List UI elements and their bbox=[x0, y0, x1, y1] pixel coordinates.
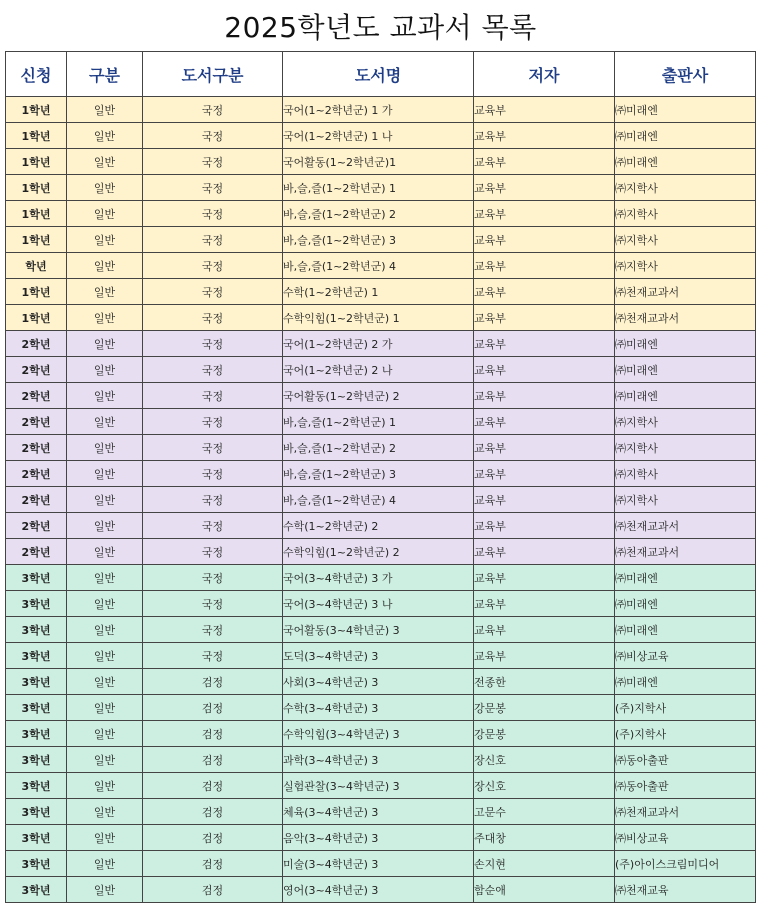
apply-cell: 2학년 bbox=[6, 409, 67, 435]
author-cell: 교육부 bbox=[474, 253, 615, 279]
author-cell: 함순애 bbox=[474, 877, 615, 903]
book-name-cell: 음악(3~4학년군) 3 bbox=[283, 825, 474, 851]
book-type-cell: 국정 bbox=[143, 175, 283, 201]
apply-cell: 1학년 bbox=[6, 201, 67, 227]
table-row bbox=[6, 487, 756, 513]
table-row bbox=[6, 825, 756, 851]
table-row bbox=[6, 253, 756, 279]
author-cell: 교육부 bbox=[474, 435, 615, 461]
book-name-cell: 국어활동(1~2학년군)1 bbox=[283, 149, 474, 175]
apply-cell: 3학년 bbox=[6, 747, 67, 773]
division-cell: 일반 bbox=[67, 851, 143, 877]
division-cell: 일반 bbox=[67, 123, 143, 149]
publisher-cell: ㈜미래엔 bbox=[615, 669, 756, 695]
column-header-apply: 신청 bbox=[6, 52, 67, 97]
apply-cell: 3학년 bbox=[6, 773, 67, 799]
book-type-cell: 검정 bbox=[143, 669, 283, 695]
book-name-cell: 국어(1~2학년군) 2 나 bbox=[283, 357, 474, 383]
publisher-cell: ㈜천재교육 bbox=[615, 877, 756, 903]
author-cell: 교육부 bbox=[474, 539, 615, 565]
apply-cell: 2학년 bbox=[6, 331, 67, 357]
author-cell: 교육부 bbox=[474, 461, 615, 487]
division-cell: 일반 bbox=[67, 695, 143, 721]
apply-cell: 2학년 bbox=[6, 461, 67, 487]
book-name-cell: 국어(1~2학년군) 1 나 bbox=[283, 123, 474, 149]
book-type-cell: 국정 bbox=[143, 513, 283, 539]
book-name-cell: 국어(1~2학년군) 2 가 bbox=[283, 331, 474, 357]
division-cell: 일반 bbox=[67, 227, 143, 253]
apply-cell: 3학년 bbox=[6, 617, 67, 643]
publisher-cell: ㈜미래엔 bbox=[615, 591, 756, 617]
book-type-cell: 검정 bbox=[143, 721, 283, 747]
author-cell: 교육부 bbox=[474, 383, 615, 409]
division-cell: 일반 bbox=[67, 513, 143, 539]
apply-cell: 1학년 bbox=[6, 149, 67, 175]
division-cell: 일반 bbox=[67, 643, 143, 669]
author-cell: 교육부 bbox=[474, 123, 615, 149]
book-name-cell: 국어(1~2학년군) 1 가 bbox=[283, 97, 474, 123]
author-cell: 교육부 bbox=[474, 305, 615, 331]
table-row bbox=[6, 435, 756, 461]
author-cell: 교육부 bbox=[474, 513, 615, 539]
book-name-cell: 실험관찰(3~4학년군) 3 bbox=[283, 773, 474, 799]
publisher-cell: ㈜미래엔 bbox=[615, 149, 756, 175]
table-row bbox=[6, 851, 756, 877]
book-name-cell: 수학(1~2학년군) 2 bbox=[283, 513, 474, 539]
book-name-cell: 국어(3~4학년군) 3 나 bbox=[283, 591, 474, 617]
publisher-cell: ㈜지학사 bbox=[615, 253, 756, 279]
apply-cell: 3학년 bbox=[6, 591, 67, 617]
author-cell: 강문봉 bbox=[474, 721, 615, 747]
column-header-author: 저자 bbox=[474, 52, 615, 97]
table-row bbox=[6, 799, 756, 825]
table-row bbox=[6, 565, 756, 591]
publisher-cell: ㈜지학사 bbox=[615, 435, 756, 461]
author-cell: 강문봉 bbox=[474, 695, 615, 721]
publisher-cell: ㈜미래엔 bbox=[615, 123, 756, 149]
table-row bbox=[6, 357, 756, 383]
table-row bbox=[6, 591, 756, 617]
book-name-cell: 체육(3~4학년군) 3 bbox=[283, 799, 474, 825]
division-cell: 일반 bbox=[67, 175, 143, 201]
book-type-cell: 국정 bbox=[143, 643, 283, 669]
author-cell: 장신호 bbox=[474, 773, 615, 799]
table-body bbox=[6, 97, 756, 903]
author-cell: 전종한 bbox=[474, 669, 615, 695]
table-row bbox=[6, 773, 756, 799]
division-cell: 일반 bbox=[67, 357, 143, 383]
table-row bbox=[6, 461, 756, 487]
book-name-cell: 바,슬,즐(1~2학년군) 4 bbox=[283, 487, 474, 513]
book-name-cell: 바,슬,즐(1~2학년군) 3 bbox=[283, 461, 474, 487]
book-name-cell: 국어활동(3~4학년군) 3 bbox=[283, 617, 474, 643]
table-row bbox=[6, 227, 756, 253]
author-cell: 교육부 bbox=[474, 357, 615, 383]
apply-cell: 2학년 bbox=[6, 487, 67, 513]
division-cell: 일반 bbox=[67, 331, 143, 357]
book-name-cell: 수학익힘(3~4학년군) 3 bbox=[283, 721, 474, 747]
table-row bbox=[6, 513, 756, 539]
book-type-cell: 국정 bbox=[143, 279, 283, 305]
publisher-cell: ㈜천재교과서 bbox=[615, 279, 756, 305]
division-cell: 일반 bbox=[67, 721, 143, 747]
author-cell: 교육부 bbox=[474, 331, 615, 357]
apply-cell: 1학년 bbox=[6, 97, 67, 123]
table-row bbox=[6, 97, 756, 123]
author-cell: 교육부 bbox=[474, 175, 615, 201]
publisher-cell: ㈜미래엔 bbox=[615, 331, 756, 357]
division-cell: 일반 bbox=[67, 149, 143, 175]
table-row bbox=[6, 279, 756, 305]
book-type-cell: 국정 bbox=[143, 97, 283, 123]
apply-cell: 3학년 bbox=[6, 877, 67, 903]
publisher-cell: ㈜미래엔 bbox=[615, 97, 756, 123]
apply-cell: 3학년 bbox=[6, 669, 67, 695]
apply-cell: 3학년 bbox=[6, 721, 67, 747]
book-name-cell: 과학(3~4학년군) 3 bbox=[283, 747, 474, 773]
book-type-cell: 검정 bbox=[143, 773, 283, 799]
author-cell: 손지현 bbox=[474, 851, 615, 877]
author-cell: 교육부 bbox=[474, 149, 615, 175]
book-type-cell: 검정 bbox=[143, 851, 283, 877]
book-type-cell: 검정 bbox=[143, 877, 283, 903]
division-cell: 일반 bbox=[67, 383, 143, 409]
publisher-cell: ㈜지학사 bbox=[615, 227, 756, 253]
table-row bbox=[6, 331, 756, 357]
author-cell: 교육부 bbox=[474, 97, 615, 123]
division-cell: 일반 bbox=[67, 877, 143, 903]
division-cell: 일반 bbox=[67, 253, 143, 279]
book-name-cell: 바,슬,즐(1~2학년군) 2 bbox=[283, 201, 474, 227]
table-row bbox=[6, 747, 756, 773]
publisher-cell: (주)지학사 bbox=[615, 695, 756, 721]
apply-cell: 1학년 bbox=[6, 175, 67, 201]
author-cell: 교육부 bbox=[474, 279, 615, 305]
book-type-cell: 국정 bbox=[143, 357, 283, 383]
apply-cell: 학년 bbox=[6, 253, 67, 279]
apply-cell: 3학년 bbox=[6, 565, 67, 591]
book-type-cell: 국정 bbox=[143, 201, 283, 227]
author-cell: 교육부 bbox=[474, 227, 615, 253]
page-title: 2025학년도 교과서 목록 bbox=[224, 11, 537, 44]
apply-cell: 2학년 bbox=[6, 357, 67, 383]
table-row bbox=[6, 617, 756, 643]
book-name-cell: 영어(3~4학년군) 3 bbox=[283, 877, 474, 903]
table-row bbox=[6, 539, 756, 565]
division-cell: 일반 bbox=[67, 461, 143, 487]
division-cell: 일반 bbox=[67, 565, 143, 591]
book-type-cell: 국정 bbox=[143, 383, 283, 409]
apply-cell: 3학년 bbox=[6, 643, 67, 669]
book-name-cell: 바,슬,즐(1~2학년군) 4 bbox=[283, 253, 474, 279]
book-type-cell: 검정 bbox=[143, 695, 283, 721]
book-name-cell: 바,슬,즐(1~2학년군) 1 bbox=[283, 175, 474, 201]
book-type-cell: 국정 bbox=[143, 123, 283, 149]
book-name-cell: 국어활동(1~2학년군) 2 bbox=[283, 383, 474, 409]
book-type-cell: 국정 bbox=[143, 591, 283, 617]
textbook-table bbox=[5, 51, 756, 903]
apply-cell: 1학년 bbox=[6, 305, 67, 331]
publisher-cell: ㈜동아출판 bbox=[615, 747, 756, 773]
division-cell: 일반 bbox=[67, 617, 143, 643]
apply-cell: 2학년 bbox=[6, 435, 67, 461]
table-row bbox=[6, 383, 756, 409]
publisher-cell: ㈜지학사 bbox=[615, 461, 756, 487]
division-cell: 일반 bbox=[67, 305, 143, 331]
publisher-cell: ㈜지학사 bbox=[615, 409, 756, 435]
publisher-cell: (주)지학사 bbox=[615, 721, 756, 747]
publisher-cell: ㈜미래엔 bbox=[615, 357, 756, 383]
apply-cell: 2학년 bbox=[6, 513, 67, 539]
division-cell: 일반 bbox=[67, 773, 143, 799]
publisher-cell: ㈜비상교육 bbox=[615, 825, 756, 851]
division-cell: 일반 bbox=[67, 747, 143, 773]
publisher-cell: ㈜미래엔 bbox=[615, 383, 756, 409]
table-row bbox=[6, 695, 756, 721]
publisher-cell: ㈜천재교과서 bbox=[615, 539, 756, 565]
publisher-cell: ㈜천재교과서 bbox=[615, 513, 756, 539]
division-cell: 일반 bbox=[67, 799, 143, 825]
division-cell: 일반 bbox=[67, 669, 143, 695]
author-cell: 교육부 bbox=[474, 409, 615, 435]
division-cell: 일반 bbox=[67, 201, 143, 227]
publisher-cell: ㈜천재교과서 bbox=[615, 305, 756, 331]
apply-cell: 3학년 bbox=[6, 695, 67, 721]
publisher-cell: ㈜동아출판 bbox=[615, 773, 756, 799]
book-type-cell: 국정 bbox=[143, 461, 283, 487]
division-cell: 일반 bbox=[67, 435, 143, 461]
apply-cell: 1학년 bbox=[6, 123, 67, 149]
author-cell: 주대창 bbox=[474, 825, 615, 851]
book-name-cell: 수학(1~2학년군) 1 bbox=[283, 279, 474, 305]
author-cell: 장신호 bbox=[474, 747, 615, 773]
publisher-cell: ㈜지학사 bbox=[615, 175, 756, 201]
publisher-cell: ㈜지학사 bbox=[615, 487, 756, 513]
table-header-row bbox=[6, 52, 756, 97]
author-cell: 교육부 bbox=[474, 487, 615, 513]
publisher-cell: ㈜미래엔 bbox=[615, 565, 756, 591]
table-row bbox=[6, 201, 756, 227]
book-type-cell: 국정 bbox=[143, 409, 283, 435]
book-name-cell: 도덕(3~4학년군) 3 bbox=[283, 643, 474, 669]
book-name-cell: 수학(3~4학년군) 3 bbox=[283, 695, 474, 721]
column-header-publisher: 출판사 bbox=[615, 52, 756, 97]
apply-cell: 1학년 bbox=[6, 279, 67, 305]
author-cell: 교육부 bbox=[474, 617, 615, 643]
author-cell: 교육부 bbox=[474, 643, 615, 669]
table-row bbox=[6, 643, 756, 669]
column-header-book-type: 도서구분 bbox=[143, 52, 283, 97]
table-row bbox=[6, 409, 756, 435]
apply-cell: 3학년 bbox=[6, 825, 67, 851]
book-type-cell: 국정 bbox=[143, 253, 283, 279]
author-cell: 교육부 bbox=[474, 201, 615, 227]
division-cell: 일반 bbox=[67, 591, 143, 617]
book-type-cell: 국정 bbox=[143, 305, 283, 331]
book-name-cell: 미술(3~4학년군) 3 bbox=[283, 851, 474, 877]
table-row bbox=[6, 175, 756, 201]
division-cell: 일반 bbox=[67, 409, 143, 435]
division-cell: 일반 bbox=[67, 825, 143, 851]
publisher-cell: ㈜지학사 bbox=[615, 201, 756, 227]
apply-cell: 2학년 bbox=[6, 383, 67, 409]
column-header-book-name: 도서명 bbox=[283, 52, 474, 97]
apply-cell: 3학년 bbox=[6, 799, 67, 825]
apply-cell: 3학년 bbox=[6, 851, 67, 877]
author-cell: 교육부 bbox=[474, 565, 615, 591]
book-name-cell: 국어(3~4학년군) 3 가 bbox=[283, 565, 474, 591]
publisher-cell: ㈜천재교과서 bbox=[615, 799, 756, 825]
apply-cell: 1학년 bbox=[6, 227, 67, 253]
division-cell: 일반 bbox=[67, 97, 143, 123]
book-type-cell: 국정 bbox=[143, 149, 283, 175]
table-row bbox=[6, 877, 756, 903]
book-type-cell: 국정 bbox=[143, 565, 283, 591]
book-type-cell: 국정 bbox=[143, 539, 283, 565]
book-name-cell: 바,슬,즐(1~2학년군) 2 bbox=[283, 435, 474, 461]
author-cell: 고문수 bbox=[474, 799, 615, 825]
table-row bbox=[6, 123, 756, 149]
book-name-cell: 수학익힘(1~2학년군) 1 bbox=[283, 305, 474, 331]
book-type-cell: 국정 bbox=[143, 227, 283, 253]
apply-cell: 2학년 bbox=[6, 539, 67, 565]
table-row bbox=[6, 149, 756, 175]
table-row bbox=[6, 721, 756, 747]
book-type-cell: 국정 bbox=[143, 331, 283, 357]
book-type-cell: 검정 bbox=[143, 747, 283, 773]
column-header-division: 구분 bbox=[67, 52, 143, 97]
book-type-cell: 국정 bbox=[143, 487, 283, 513]
author-cell: 교육부 bbox=[474, 591, 615, 617]
table-row bbox=[6, 669, 756, 695]
publisher-cell: ㈜비상교육 bbox=[615, 643, 756, 669]
book-name-cell: 수학익힘(1~2학년군) 2 bbox=[283, 539, 474, 565]
publisher-cell: (주)아이스크림미디어 bbox=[615, 851, 756, 877]
book-type-cell: 국정 bbox=[143, 617, 283, 643]
book-type-cell: 국정 bbox=[143, 435, 283, 461]
division-cell: 일반 bbox=[67, 487, 143, 513]
publisher-cell: ㈜미래엔 bbox=[615, 617, 756, 643]
book-name-cell: 바,슬,즐(1~2학년군) 1 bbox=[283, 409, 474, 435]
division-cell: 일반 bbox=[67, 539, 143, 565]
book-type-cell: 검정 bbox=[143, 799, 283, 825]
book-name-cell: 바,슬,즐(1~2학년군) 3 bbox=[283, 227, 474, 253]
book-type-cell: 검정 bbox=[143, 825, 283, 851]
division-cell: 일반 bbox=[67, 279, 143, 305]
book-name-cell: 사회(3~4학년군) 3 bbox=[283, 669, 474, 695]
table-row bbox=[6, 305, 756, 331]
